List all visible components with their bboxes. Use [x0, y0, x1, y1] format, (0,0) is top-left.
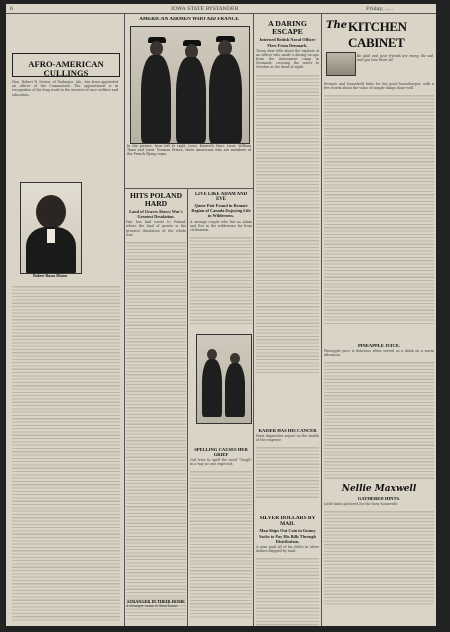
pineapple-text: [324, 360, 434, 480]
pineapple-title: PINEAPPLE JUICE.: [357, 344, 401, 348]
daring-body: Tusen Kerr tells about the exploits of an officer who made a daring escape from the internment camp in Denmark, crossing the water to Sweden in the dead of night.: [256, 48, 319, 70]
kitchen-title-2: CABINET: [348, 35, 405, 50]
gathered-text: [324, 509, 434, 607]
kaiser-title: KAISER HAS HIS CANCER: [258, 429, 317, 433]
daring-text: [256, 73, 319, 373]
gathered-body: Little hints gathered for the busy housewife.: [324, 501, 399, 506]
kaiser-text: [256, 445, 319, 500]
daring-title: A DARING ESCAPE: [268, 20, 307, 37]
cullings-body: [12, 80, 118, 178]
man-figure: [202, 359, 222, 417]
paper-name: IOWA STATE BYSTANDER: [171, 6, 239, 12]
wilderness-photo: [196, 334, 252, 424]
moton-portrait: [20, 182, 82, 274]
airman-figure: [209, 54, 242, 143]
airmen-caption: In the picture, from left to right, Lieut. Kenneth Marr, Lieut. William Thaw and Lieut. Norman Prince, three Americans who are members of the French flying corps.: [127, 144, 251, 156]
airmen-title: AMERICAN AIRMEN WHO AID FRANCE: [139, 17, 239, 22]
spelling-body: Girl tries to spell the word "Tough" in a way no one expected.: [190, 457, 252, 466]
portrait-caption: Robert Russa Moton: [33, 274, 67, 278]
kitchen-title-pre: The: [326, 20, 348, 31]
poland-subtitle: Land of Graves Shows War's Greatest Desolation.: [129, 208, 183, 220]
airman-figure: [141, 55, 171, 143]
cullings-side-text: [84, 182, 120, 272]
portrait-head: [36, 195, 66, 229]
daring-article: [256, 20, 319, 373]
poland-text: [126, 240, 186, 620]
section-rule: [125, 188, 253, 189]
silver-text: [256, 556, 319, 626]
poland-body: War has laid waste to Poland, where the land of graves is the greatest desolation of the whole war.: [126, 220, 186, 237]
cullings-continued-text: [12, 284, 120, 622]
folio-rule: [6, 13, 436, 14]
silver-subtitle: Man Ships Out Coin in Gunny Sacks to Pay His Bills Through Distribution.: [259, 528, 316, 544]
poland-title: HITS POLAND HARD: [129, 192, 183, 208]
stranger-body: A stranger came to their home.: [126, 604, 179, 609]
kitchen-motto: Be glad and your friends are many; Be sad and you lose them all.: [357, 54, 433, 62]
folio-line: [6, 4, 436, 13]
spelling-article: [190, 448, 252, 619]
column-rule: [253, 14, 254, 626]
live-like-text: [190, 235, 252, 325]
pineapple-article: [324, 344, 434, 480]
newspaper-page: [6, 4, 436, 626]
portrait-collar: [47, 229, 55, 243]
kitchen-body: [324, 82, 434, 340]
cullings-title: AFRO-AMERICAN CULLINGS: [28, 59, 104, 77]
kitchen-title: KITCHEN: [348, 19, 407, 34]
cullings-lead: Hon. Robert R. Moton, of Tuskegee, Ala., has been appointed an officer of the Commission. The appointment is in recognition of his long work in the interest of race welfare and education.: [12, 80, 118, 97]
spelling-title: SPELLING CAUSES HER GRIEF: [194, 448, 248, 457]
silver-body: A man paid all of his debts in silver dollars shipped by mail.: [256, 544, 319, 554]
airmen-photo: [130, 26, 250, 144]
stranger-title: STRANGER IN THEIR HOME: [127, 600, 185, 604]
live-like-subtitle: Queer Pair Found in Remote Region of Canada Enjoying Life in Wilderness.: [191, 203, 251, 219]
column-rule: [321, 14, 322, 626]
poland-article: [126, 192, 186, 620]
gathered-article: [324, 484, 434, 618]
kaiser-body: Paris dispatches report on the health of the emperor.: [256, 433, 319, 443]
woman-figure: [225, 363, 245, 417]
live-like-body: A strange couple who live as Adam and Eve in the wilderness far from civilization.: [190, 219, 252, 232]
silver-article: [256, 516, 319, 626]
kitchen-text: [324, 93, 434, 325]
stranger-article: [126, 600, 186, 609]
live-like-title: LIVE LIKE ADAM AND EVE: [194, 192, 248, 203]
kitchen-masthead: [324, 18, 434, 78]
column-rule: [187, 189, 188, 626]
kitchen-ornament: [326, 52, 356, 76]
spelling-text: [190, 469, 252, 619]
gathered-title: GATHERED HINTS.: [357, 496, 401, 501]
kitchen-intro: Recipes and household hints for the good housekeeper, with a few words about the value of simple things done well.: [324, 82, 434, 91]
issue-date: Friday, .....: [366, 6, 393, 12]
cullings-title-box: [12, 53, 120, 77]
editor-signature: Nellie Maxwell: [341, 484, 417, 494]
airman-figure: [176, 57, 206, 143]
airman-head: [150, 41, 163, 56]
kaiser-article: [256, 429, 319, 500]
daring-subtitle: Interned British Naval Officer Flees From Denmark.: [259, 37, 316, 48]
column-rule: [124, 14, 125, 626]
pineapple-body: Pineapple juice is delicious when served as a drink on a warm afternoon.: [324, 348, 434, 358]
live-like-article: [190, 192, 252, 325]
page-number: 6: [10, 6, 14, 12]
silver-title: SILVER DOLLARS BY MAIL: [259, 516, 316, 527]
